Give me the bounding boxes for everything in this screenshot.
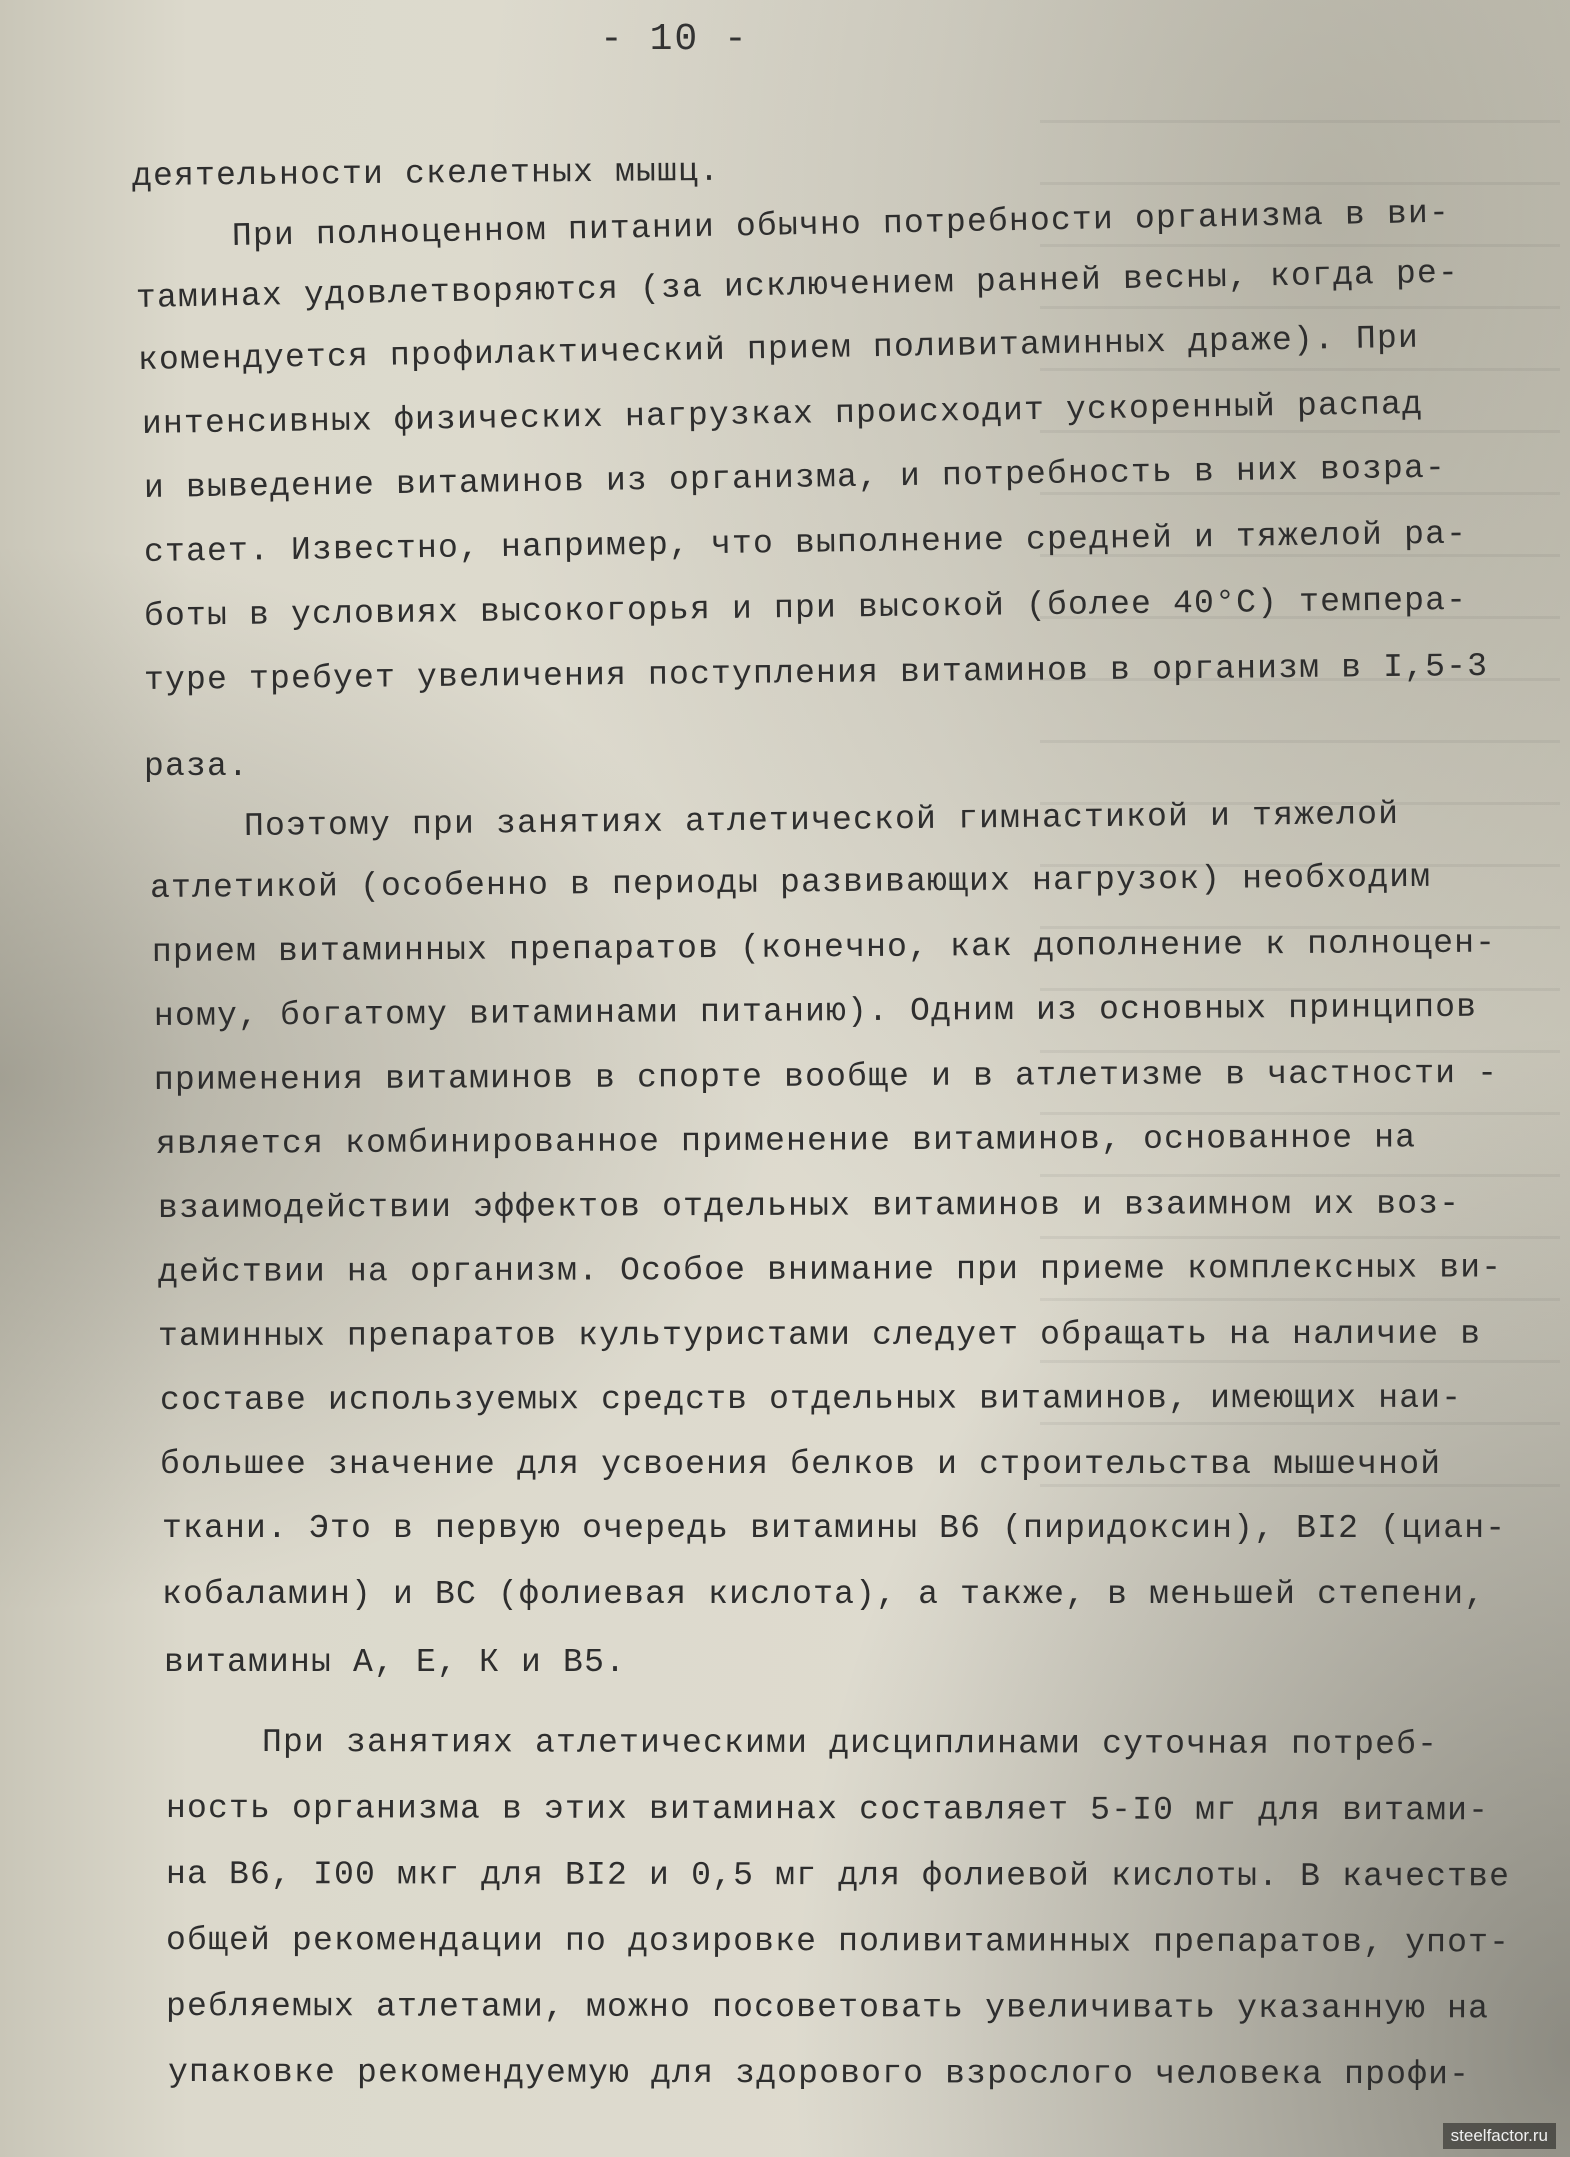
text-line: витамины А, Е, К и B5.: [164, 1644, 627, 1681]
text-line: ному, богатому витаминами питанию). Одним из основных принципов: [153, 988, 1478, 1035]
text-line: прием витаминных препаратов (конечно, как дополнение к полноцен-: [151, 924, 1497, 971]
text-line: таминных препаратов культуристами следует обращать на наличие в: [157, 1315, 1482, 1355]
watermark: steelfactor.ru: [1443, 2123, 1556, 2149]
text-line: применения витаминов в спорте вообще и в атлетизме в частности -: [153, 1054, 1499, 1099]
text-line: Поэтому при занятиях атлетической гимнастикой и тяжелой: [243, 795, 1400, 845]
text-line: туре требует увеличения поступления витаминов в организм в I,5-3: [143, 647, 1489, 699]
text-line: кобаламин) и BC (фолиевая кислота), а также, в меньшей степени,: [162, 1576, 1486, 1613]
text-line: ткани. Это в первую очередь витамины B6 (пиридоксин), BI2 (циан-: [162, 1510, 1507, 1547]
text-line: ребляемых атлетами, можно посоветовать увеличивать указанную на: [165, 1988, 1490, 2028]
text-line: комендуется профилактический прием поливитаминных драже). При: [137, 319, 1420, 379]
text-line: атлетикой (особенно в периоды развивающих нагрузок) необходим: [149, 858, 1432, 907]
text-line: действии на организм. Особое внимание при приеме комплексных ви-: [157, 1249, 1503, 1291]
text-line: упаковке рекомендуемую для здорового взрослого человека профи-: [167, 2054, 1471, 2094]
text-line: общей рекомендации по дозировке поливитаминных препаратов, упот-: [165, 1922, 1511, 1962]
text-line: составе используемых средств отдельных витаминов, имеющих наи-: [159, 1379, 1463, 1419]
text-line: является комбинированное применение витаминов, основанное на: [155, 1119, 1417, 1163]
text-line: деятельности скелетных мышц.: [131, 152, 721, 195]
text-line: большее значение для усвоения белков и строительства мышечной: [160, 1446, 1442, 1483]
text-line: При занятиях атлетическими дисциплинами суточная потреб-: [261, 1724, 1439, 1764]
text-line: таминах удовлетворяются (за исключением ранней весны, когда ре-: [135, 254, 1460, 317]
page-number: - 10 -: [600, 18, 749, 61]
text-line: и выведение витаминов из организма, и потребность в них возра-: [143, 449, 1447, 507]
text-line: стает. Известно, например, что выполнение средней и тяжелой ра-: [143, 515, 1468, 571]
text-line: интенсивных физических нагрузках происходит ускоренный распад: [141, 385, 1424, 443]
text-line: ность организма в этих витаминах составляет 5-I0 мг для витами-: [165, 1790, 1490, 1830]
text-line: раза.: [144, 748, 250, 785]
text-line: При полноценном питании обычно потребности организма в ви-: [231, 194, 1451, 255]
text-line: взаимодействии эффектов отдельных витаминов и взаимном их воз-: [157, 1185, 1461, 1227]
text-line: боты в условиях высокогорья и при высокой (более 40°С) темпера-: [143, 581, 1468, 635]
text-line: на B6, I00 мкг для BI2 и 0,5 мг для фолиевой кислоты. В качестве: [165, 1856, 1511, 1896]
